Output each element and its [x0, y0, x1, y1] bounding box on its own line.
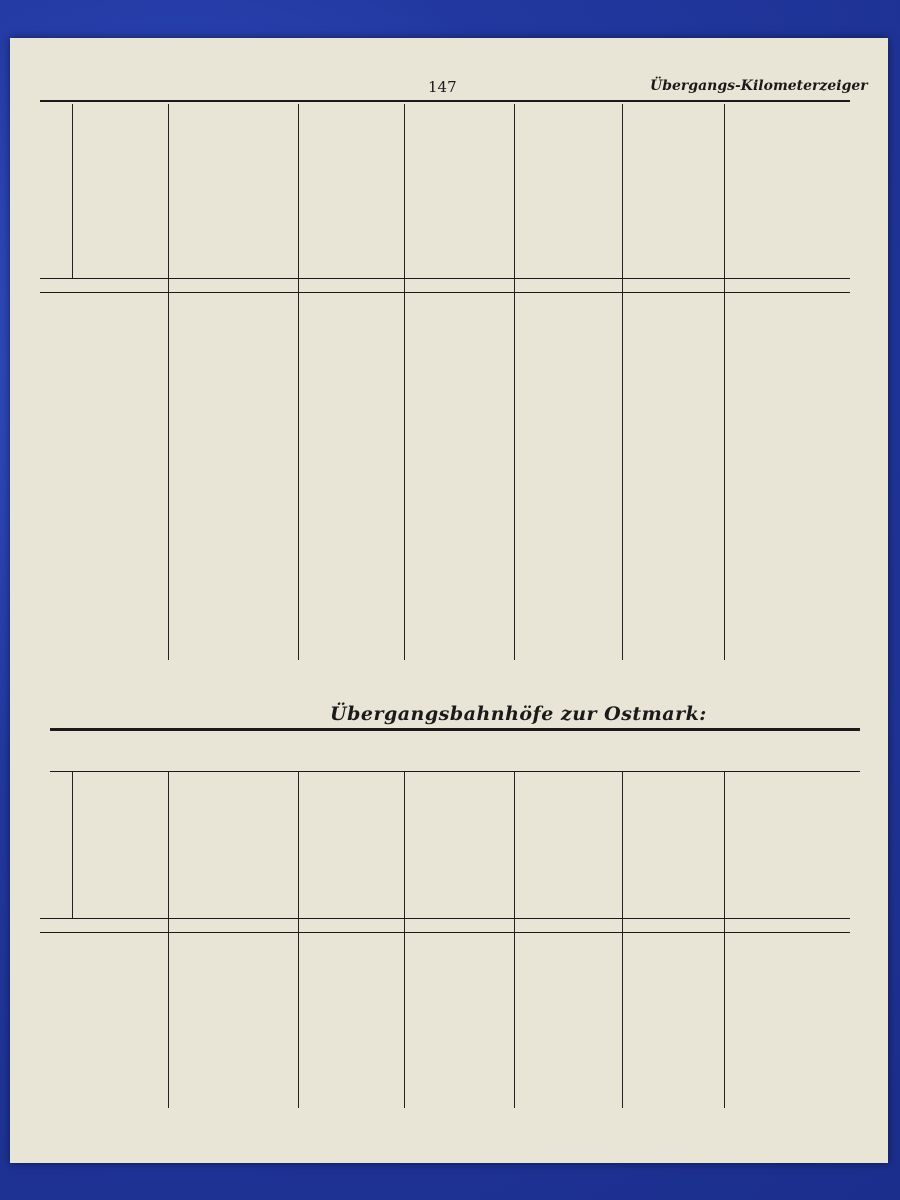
- section-title: Übergangsbahnhöfe zur Ostmark:: [330, 703, 707, 725]
- lower-header-bottom-rule: [40, 918, 850, 919]
- lower-group-line: [404, 771, 405, 1108]
- lower-group-line: [168, 771, 169, 1108]
- lower-group-line: [724, 771, 725, 1108]
- lower-group-line: [514, 771, 515, 1108]
- running-title: Übergangs-Kilometerzeiger: [650, 78, 868, 94]
- lower-group-line: [622, 771, 623, 1108]
- lower-table: [10, 38, 888, 1163]
- book-page: [10, 38, 888, 1163]
- page-number: 147: [428, 78, 457, 96]
- lower-header-divider: [72, 771, 73, 918]
- lower-group-line: [298, 771, 299, 1108]
- lower-km-bottom-rule: [40, 932, 850, 933]
- lower-top-rule: [50, 771, 860, 772]
